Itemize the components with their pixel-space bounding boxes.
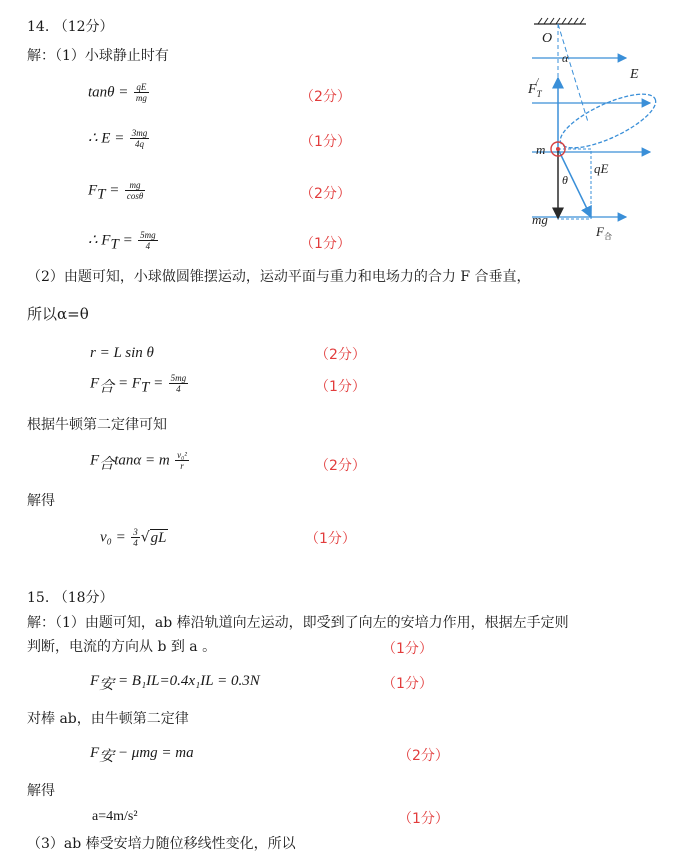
eq4-frac [138, 230, 158, 251]
label-Fhe-sub: 合 [603, 232, 612, 241]
eq8-num: 3 [133, 527, 138, 537]
eq6-den: 4 [176, 384, 181, 394]
eq6-sub: 合 [99, 379, 115, 396]
label-FT-sub: T [536, 89, 542, 99]
q14-eq4-score: （1分） [300, 236, 351, 252]
eq4-den: 4 [145, 241, 151, 251]
eq3-den: cosθ [126, 191, 144, 201]
label-theta: θ [562, 173, 568, 187]
label-mg: mg [532, 212, 548, 227]
label-qE: qE [594, 161, 609, 176]
eq6-sub2: T [140, 379, 150, 396]
eq4-sub: T [110, 236, 119, 253]
label-E: E [630, 67, 639, 82]
q15-part3: （3）ab 棒受安培力随位移线性变化，所以 [27, 836, 296, 852]
q14-eq5-score: （2分） [315, 347, 366, 363]
label-FT-main: F [528, 82, 537, 97]
eq1-frac [134, 82, 149, 103]
q15-eq2-sub: 安 [99, 748, 115, 765]
eq6-frac [169, 373, 189, 394]
q14-eq7 [90, 450, 190, 473]
q14-eq5: r = L sin θ [90, 345, 154, 361]
eq1-den: mg [135, 93, 147, 103]
q14-part2-text: （2）由题可知，小球做圆锥摆运动，运动平面与重力和电场力的合力 F 合垂直， [27, 269, 531, 285]
eq6-lhs: F [90, 375, 100, 392]
eq3-lhs: F [88, 182, 98, 199]
eq3-num: mg [125, 180, 145, 191]
eq8-rad: gL [150, 529, 167, 546]
eq2-num: 3mg [131, 128, 148, 138]
eq3-sub: T [97, 186, 106, 203]
eq6-eq: = [149, 375, 164, 392]
q14-so-alpha: 所以α=θ [27, 305, 89, 323]
string-dashed [558, 24, 588, 122]
eq7-mid: tanα = m [114, 452, 170, 469]
eq4-lhs: ∴ F [88, 232, 111, 249]
eq6-mid: = F [114, 375, 141, 392]
label-O: O [542, 31, 553, 46]
q15-line1: 解：（1）由题可知，ab 棒沿轨道向左运动，即受到了向左的安培力作用，根据左手定则 [27, 615, 569, 631]
q14-intro: 解：（1）小球静止时有 [27, 48, 169, 64]
q15-eq2-b: − μmg = ma [114, 745, 194, 761]
q14-eq8 [100, 527, 168, 548]
q15-eq1-a: F [90, 673, 100, 689]
q14-solve: 解得 [27, 493, 55, 509]
q14-eq2-score: （1分） [300, 134, 351, 150]
q15-eq2-a: F [90, 745, 100, 761]
ceiling [534, 18, 586, 24]
label-Fhe [595, 224, 612, 241]
eq7-frac [175, 450, 189, 471]
label-Fhe-main: F [596, 224, 604, 239]
eq3-frac [125, 180, 145, 201]
q15-eq1-score: （1分） [382, 676, 433, 692]
label-FT-sup: / [535, 77, 539, 88]
eq8-frac [131, 527, 140, 548]
label-FT [527, 77, 543, 99]
q15-eq2 [90, 744, 194, 766]
q15-line2-score: （1分） [382, 641, 433, 657]
eq7-lhs: F [90, 452, 100, 469]
q15-eq3-score: （1分） [398, 811, 449, 827]
q15-eq2-score: （2分） [398, 748, 449, 764]
eq2-den: 4q [135, 139, 145, 149]
orbit-ellipse [554, 84, 663, 159]
eq8-lhs: v₀ = [100, 529, 126, 546]
eq8-den: 4 [133, 538, 138, 548]
label-alpha: α [562, 51, 569, 65]
eq2-lhs: ∴ E = [88, 130, 125, 147]
sqrt-sign: √ [140, 529, 150, 546]
q14-eq3 [88, 180, 146, 203]
q14-eq4 [88, 230, 159, 253]
q14-eq6-score: （1分） [315, 379, 366, 395]
q15-solve: 解得 [27, 783, 55, 799]
q14-newton: 根据牛顿第二定律可知 [27, 417, 167, 433]
eq6-num: 5mg [170, 373, 187, 383]
ball-center [556, 147, 560, 151]
eq7-den: r [180, 461, 184, 471]
q14-eq1-score: （2分） [300, 89, 351, 105]
eq3-eq: = [105, 182, 120, 199]
q15-header: 15. （18分） [27, 590, 114, 606]
eq1-num: qE [134, 82, 149, 93]
eq4-eq: = [118, 232, 133, 249]
q14-header: 14. （12分） [27, 19, 114, 35]
q15-line2: 判断，电流的方向从 b 到 a 。 [27, 639, 217, 655]
q15-eq3: a=4m/s² [92, 809, 138, 824]
eq7-sub: 合 [99, 456, 115, 473]
q15-eq1-b: = B₁IL=0.4x₁IL = 0.3N [114, 673, 260, 689]
pendulum-diagram [524, 14, 674, 244]
label-m: m [536, 142, 546, 157]
q15-eq1-sub: 安 [99, 676, 115, 693]
eq4-num: 5mg [140, 230, 156, 240]
q15-rod-text: 对棒 ab，由牛顿第二定律 [27, 711, 189, 727]
q14-eq2 [88, 128, 150, 149]
q14-eq6 [90, 373, 189, 396]
q14-eq7-score: （2分） [315, 458, 366, 474]
eq1-lhs: tanθ = [88, 84, 129, 101]
q14-eq1 [88, 82, 150, 103]
eq7-num: v₀² [177, 450, 187, 460]
q14-eq3-score: （2分） [300, 186, 351, 202]
eq2-frac [130, 128, 150, 149]
q14-eq8-score: （1分） [305, 531, 356, 547]
q15-eq1 [90, 672, 260, 694]
